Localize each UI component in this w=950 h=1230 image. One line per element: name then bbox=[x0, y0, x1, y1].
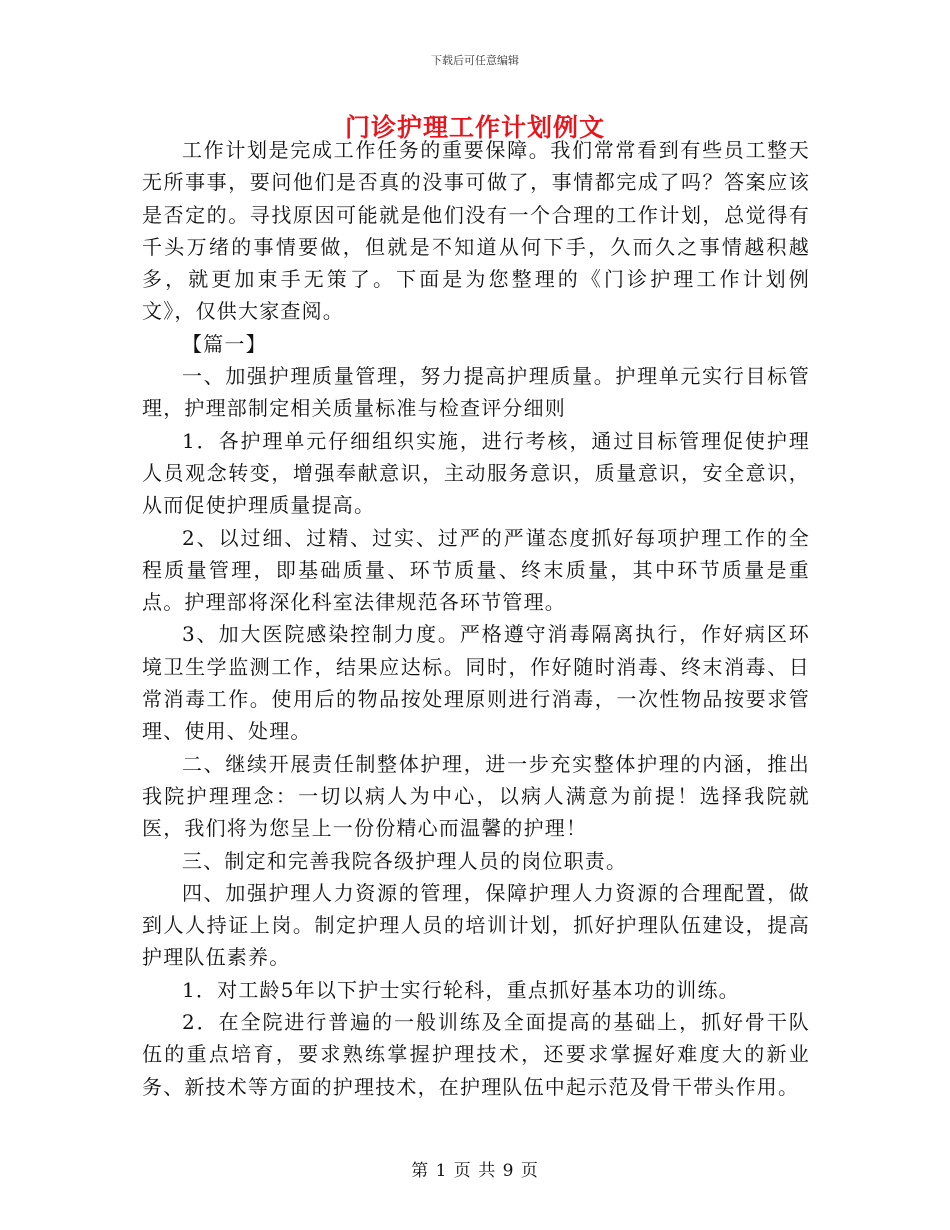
header-note: 下载后可任意编辑 bbox=[431, 54, 519, 67]
section-heading: 【篇一】 bbox=[182, 331, 267, 356]
paragraph: 1．对工龄5年以下护士实行轮科，重点抓好基本功的训练。 bbox=[182, 977, 740, 1002]
paragraph: 二、继续开展责任制整体护理，进一步充实整体护理的内涵，推出我院护理理念：一切以病人为中心，以病人满意为前提！选择我院就医，我们将为您呈上一份份精心而温馨的护理！ bbox=[142, 751, 810, 841]
paragraph: 四、加强护理人力资源的管理，保障护理人力资源的合理配置，做到人人持证上岗。制定护理人员的培训计划，抓好护理队伍建设，提高护理队伍素养。 bbox=[142, 880, 810, 970]
paragraph: 1．各护理单元仔细组织实施，进行考核，通过目标管理促使护理人员观念转变，增强奉献意识，主动服务意识，质量意识，安全意识，从而促使护理质量提高。 bbox=[142, 428, 810, 518]
paragraph: 2、以过细、过精、过实、过严的严谨态度抓好每项护理工作的全程质量管理，即基础质量、环节质量、终末质量，其中环节质量是重点。护理部将深化科室法律规范各环节管理。 bbox=[142, 525, 810, 615]
paragraph: 3、加大医院感染控制力度。严格遵守消毒隔离执行，作好病区环境卫生学监测工作，结果应达标。同时，作好随时消毒、终末消毒、日常消毒工作。使用后的物品按处理原则进行消毒，一次性物品按要求管理、使用、处理。 bbox=[142, 622, 810, 744]
document-body bbox=[142, 134, 810, 1103]
document-title: 门诊护理工作计划例文 bbox=[344, 113, 605, 142]
page-footer: 第 1 页 共 9 页 bbox=[411, 1161, 539, 1181]
paragraph: 2．在全院进行普遍的一般训练及全面提高的基础上，抓好骨干队伍的重点培育，要求熟练掌握护理技术，还要求掌握好难度大的新业务、新技术等方面的护理技术，在护理队伍中起示范及骨干带头作用。 bbox=[142, 1010, 810, 1099]
intro-paragraph: 工作计划是完成工作任务的重要保障。我们常常看到有些员工整天无所事事，要问他们是否真的没事可做了，事情都完成了吗？答案应该是否定的。寻找原因可能就是他们没有一个合理的工作计划，总觉得有千头万绪的事情要做，但就是不知道从何下手，久而久之事情越积越多，就更加束手无策了。下面是为您整理的《门诊护理工作计划例文》，仅供大家查阅。 bbox=[142, 138, 810, 324]
paragraph: 一、加强护理质量管理，努力提高护理质量。护理单元实行目标管理，护理部制定相关质量标准与检查评分细则 bbox=[142, 364, 810, 421]
paragraph: 三、制定和完善我院各级护理人员的岗位职责。 bbox=[182, 848, 628, 873]
